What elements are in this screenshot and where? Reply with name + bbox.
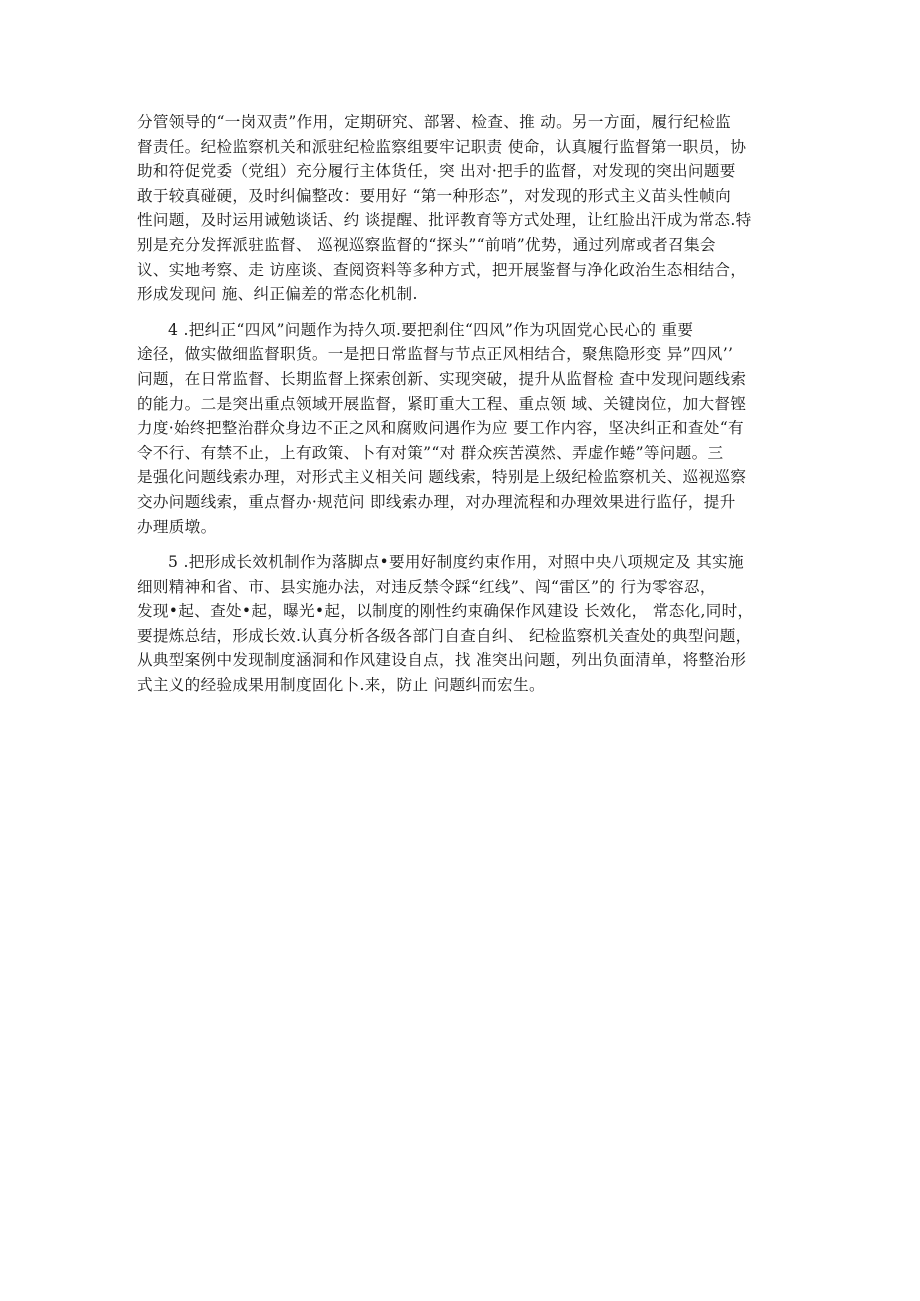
text-line: 细则精神和省、市、县实施办法，对违反禁令踩“红线”、闯“雷区”的 行为零容忍， <box>137 577 716 596</box>
text-line: 发现•起、查处•起，曝光•起，以制度的刚性约束确保作风建设 长效化， 常态化,同时， <box>137 602 754 621</box>
text-line: 别是充分发挥派驻监督、 巡视巡察监督的“探头”“前哨”优势，通过列席或者召集会 <box>137 235 716 254</box>
document-body <box>137 110 795 698</box>
text-line-first: 5 .把形成长效机制作为落脚点•要用好制度约束作用，对照中央八项规定及 其实施 <box>168 553 744 572</box>
paragraph-item-4-four-winds <box>137 318 795 539</box>
text-line: 督责任。纪检监察机关和派驻纪检监察组要牢记职责 使命，认真履行监督第一职员，协 <box>137 137 747 156</box>
text-line: 途径，做实做细监督职货。一是把日常监督与节点正风相结合，聚焦隐形变 异”四风’’ <box>137 345 734 364</box>
text-line: 议、实地考察、走 访座谈、查阅资料等多种方式，把开展鉴督与净化政治生态相结合， <box>137 260 747 279</box>
text-line: 从典型案例中发现制度涵洞和作风建设自点，找 准突出问题，列出负面清单，将整治形 <box>137 651 747 670</box>
text-line: 问题，在日常监督、长期监督上探索创新、实现突破，提升从监督检 查中发现问题线索 <box>137 369 747 388</box>
text-line: 令不行、有禁不止，上有政策、卜有对策”“对 群众疾苦漠然、弄虚作蜷”等问题。三 <box>137 443 724 462</box>
text-line: 力度·始终把整治群众身边不正之风和腐败问遇作为应 要工作内容，坚决纠正和查处“有 <box>137 419 744 438</box>
text-line: 交办问题线索，重点督办·规范问 即线索办理，对办理流程和办理效果进行监仔，提升 <box>137 492 736 511</box>
text-line: 性问题，及时运用诫勉谈话、约 谈提醒、批评教育等方式处理，让红脸出汗成为常态.特 <box>137 211 752 230</box>
text-line: 要提炼总结，形成长效.认真分析各级各部门自查自纠、 纪检监察机关查处的典型问题， <box>137 626 752 645</box>
text-line: 是强化问题线索办理，对形式主义相关问 题线索，特别是上级纪检监察机关、巡视巡察 <box>137 468 747 487</box>
text-line: 式主义的经验成果用制度固化卜.来，防止 问题纠而宏生。 <box>137 676 545 695</box>
text-line: 形成发现问 施、纠正偏差的常态化机制. <box>137 285 418 304</box>
text-line-first: 4 .把纠正“四风”问题作为持久项.要把刹住“四风”作为巩固党心民心的 重要 <box>168 320 694 339</box>
paragraph-supervision-responsibility <box>137 110 795 307</box>
text-line: 分管领导的“一岗双责”作用，定期研究、部署、检查、推 动。另一方面，履行纪检监 <box>137 113 731 131</box>
paragraph-item-5-long-term-mechanism <box>137 550 795 698</box>
text-line: 敢于较真碰硬，及时纠偏整改：要用好 “第一种形态”，对发现的形式主义苗头性帧向 <box>137 186 731 205</box>
text-line: 助和符促党委（党组）充分履行主体货任，突 出对·把手的监督，对发现的突出问题要 <box>137 162 736 181</box>
text-line: 的能力。二是突出重点领域开展监督，紧盯重大工程、重点领 域、关键岗位，加大督铿 <box>137 394 747 413</box>
text-line: 办理质墩。 <box>137 517 217 536</box>
